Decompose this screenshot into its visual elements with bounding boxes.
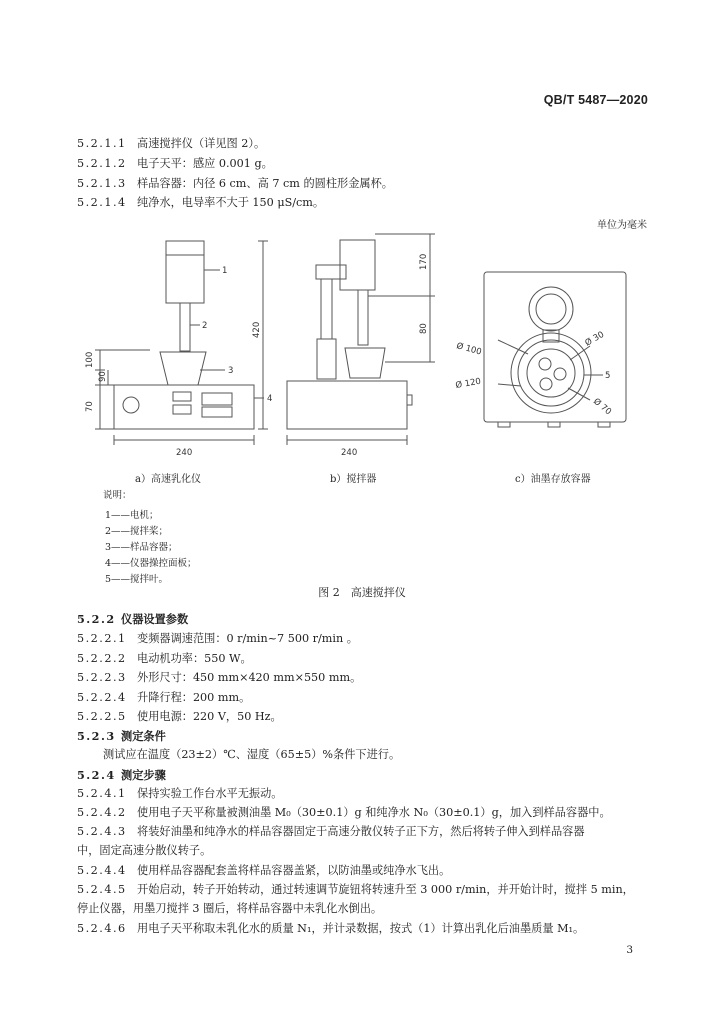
clause-number: 5.2.4.5 (77, 883, 127, 896)
legend-item-4: 4——仪器操控面板； (105, 558, 197, 569)
clause-number: 5.2.1.2 (77, 157, 127, 170)
clause-5-2-2-3 (77, 671, 361, 685)
subfigure-c-caption: c）油墨存放容器 (515, 474, 591, 485)
clause-5-2-4-5-continued: 停止仪器，用墨刀搅拌 3 圈后，将样品容器中未乳化水倒出。 (77, 902, 383, 915)
clause-number: 5.2.2.1 (77, 632, 127, 645)
clause-text: 电子天平：感应 0.001 g。 (137, 157, 273, 170)
dim-c-d70: Ø 70 (591, 396, 613, 418)
subfigure-b-caption: b）搅拌器 (330, 474, 377, 485)
section-5-2-3-heading (77, 729, 166, 743)
callout-4: 4 (267, 394, 273, 404)
dim-b-80: 80 (419, 323, 429, 334)
clause-5-2-4-1 (77, 787, 282, 801)
clause-number: 5.2.4.1 (77, 787, 127, 800)
legend-item-3: 3——样品容器； (105, 542, 178, 553)
clause-number: 5.2.2.3 (77, 671, 127, 684)
stirring-blade (539, 358, 551, 370)
unit-note: 单位为毫米 (597, 220, 647, 231)
section-number: 5.2.2 (77, 612, 116, 626)
clause-text: 变频器调速范围：0 r/min~7 500 r/min 。 (137, 632, 358, 645)
clause-number: 5.2.1.1 (77, 137, 127, 150)
container-outer-ring (511, 333, 591, 413)
clause-number: 5.2.2.2 (77, 652, 127, 665)
section-5-2-2-heading (77, 612, 188, 626)
figure-title: 图 2 高速搅拌仪 (318, 586, 406, 599)
callout-2: 2 (202, 321, 208, 331)
clause-text: 将装好油墨和纯净水的样品容器固定于高速分散仪转子正下方，然后将转子伸入到样品容器 (137, 825, 585, 838)
dim-a-100: 100 (85, 351, 95, 368)
dim-c-d30: Ø 30 (583, 329, 607, 349)
section-5-2-3-text: 测试应在温度（23±2）℃、湿度（65±5）%条件下进行。 (103, 748, 401, 761)
section-5-2-4-heading (77, 768, 166, 782)
clause-text: 升降行程：200 mm。 (137, 691, 251, 704)
clause-5-2-4-4 (77, 864, 450, 878)
shaft-b (358, 290, 368, 345)
clause-number: 5.2.2.4 (77, 691, 127, 704)
column-b (321, 279, 332, 339)
clause-number: 5.2.4.6 (77, 922, 127, 935)
dim-c-d120: Ø 120 (454, 376, 482, 391)
clause-text: 用电子天平称取未乳化水的质量 N₁，并计录数据，按式（1）计算出乳化后油墨质量 M₁。 (137, 922, 585, 935)
clause-text: 使用电子天平称量被测油墨 M₀（30±0.1）g 和纯净水 N₀（30±0.1）g，加入到样品容器中。 (137, 806, 611, 819)
dim-a-height: 420 (252, 321, 262, 338)
clause-5-2-4-3 (77, 825, 585, 839)
clause-text: 电动机功率：550 W。 (137, 652, 252, 665)
callout-1: 1 (222, 266, 228, 276)
clause-text: 保持实验工作台水平无振动。 (137, 787, 283, 800)
subfigure-a-caption: a）高速乳化仪 (135, 474, 201, 485)
clause-5-2-2-2 (77, 652, 252, 666)
clause-text: 开始启动，转子开始转动，通过转速调节旋钮将转速升至 3 000 r/min，并开始计时，搅拌 5 min， (137, 883, 634, 896)
section-number: 5.2.4 (77, 768, 116, 782)
dim-a-width: 240 (176, 448, 193, 458)
legend-item-2: 2——搅拌桨； (105, 526, 169, 537)
clause-text: 使用样品容器配套盖将样品容器盖紧，以防油墨或纯净水飞出。 (137, 864, 451, 877)
clause-5-2-2-1 (77, 632, 358, 646)
section-title: 测定条件 (121, 729, 166, 743)
clause-number: 5.2.4.3 (77, 825, 127, 838)
stirring-shaft-a (180, 303, 190, 351)
base-b (287, 381, 407, 429)
dim-b-170: 170 (419, 253, 429, 270)
dim-b-width: 240 (341, 448, 358, 458)
motor-a (166, 241, 204, 303)
clause-5-2-4-6 (77, 922, 584, 936)
dim-c-d100: Ø 100 (455, 341, 483, 358)
clause-number: 5.2.2.5 (77, 710, 127, 723)
section-title: 仪器设置参数 (121, 612, 189, 626)
callout-5: 5 (605, 371, 611, 381)
sample-container-b (345, 348, 385, 378)
clause-5-2-4-5 (77, 883, 634, 897)
clause-text: 样品容器：内径 6 cm、高 7 cm 的圆柱形金属杯。 (137, 177, 393, 190)
knob-a (123, 397, 139, 413)
clause-number: 5.2.1.3 (77, 177, 127, 190)
clause-5-2-4-3-continued: 中，固定高速分散仪转子。 (77, 844, 212, 857)
legend-item-1: 1——电机； (105, 510, 159, 521)
clause-5-2-2-5 (77, 710, 282, 724)
clause-text: 高速搅拌仪（详见图 2）。 (137, 137, 266, 150)
clause-text: 使用电源：220 V，50 Hz。 (137, 710, 282, 723)
legend-item-5: 5——搅拌叶。 (105, 574, 169, 585)
callout-3: 3 (228, 366, 234, 376)
clause-number: 5.2.4.2 (77, 806, 127, 819)
clause-5-2-2-4 (77, 691, 250, 705)
clause-number: 5.2.1.4 (77, 196, 127, 209)
standard-code: QB/T 5487—2020 (543, 93, 648, 107)
clause-number: 5.2.4.4 (77, 864, 127, 877)
section-title: 测定步骤 (121, 768, 166, 782)
dim-a-70: 70 (85, 401, 95, 412)
clause-text: 外形尺寸：450 mm×420 mm×550 mm。 (137, 671, 362, 684)
section-number: 5.2.3 (77, 729, 116, 743)
clause-5-2-4-2 (77, 806, 611, 820)
sample-container-a (160, 352, 206, 385)
page-number: 3 (626, 944, 633, 956)
dim-a-90: 90 (98, 371, 108, 382)
clause-text: 纯净水，电导率不大于 150 μS/cm。 (137, 196, 325, 209)
legend-title: 说明： (103, 490, 132, 501)
